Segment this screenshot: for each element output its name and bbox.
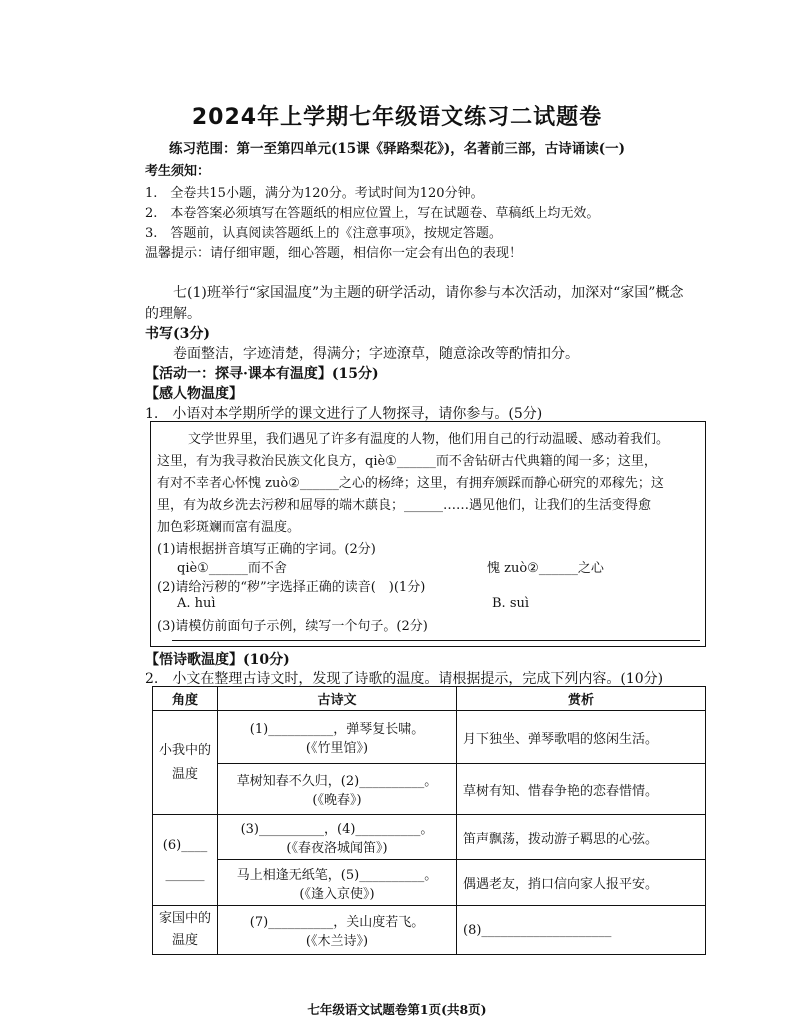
activity-heading: 【活动一：探寻·课本有温度】(15分) — [145, 366, 379, 382]
notice-heading: 考生须知： — [145, 164, 211, 179]
poem-table — [152, 686, 706, 955]
row-group-label: 小我中的温度 — [153, 711, 218, 815]
poem-line: (1)__________，弹琴复长啸。 — [249, 722, 425, 737]
option-a[interactable]: A. huì — [177, 596, 216, 611]
page-footer: 七年级语文试题卷第1页(共8页) — [307, 1002, 487, 1017]
passage-line: 加色彩斑斓而富有温度。 — [157, 520, 301, 535]
subquestion-2: (2)请给污秽的“秽”字选择正确的读音( )(1分) — [157, 580, 426, 595]
note-cell: 月下独坐、弹琴歌唱的悠闲生活。 — [457, 711, 706, 764]
poem-cell[interactable] — [218, 764, 457, 815]
table-header: 角度 — [153, 687, 218, 711]
poem-source: (《竹里馆》) — [305, 741, 369, 756]
blank-zuo[interactable]: 愧 zuò②______之心 — [487, 561, 604, 576]
poem-cell[interactable] — [218, 906, 457, 955]
group-blank-line[interactable]: ______ — [165, 867, 205, 882]
notice-item: 2. 本卷答案必须填写在答题纸的相应位置上，写在试题卷、草稿纸上均无效。 — [145, 206, 600, 221]
poem-line: 马上相逢无纸笔，(5)__________。 — [236, 867, 438, 883]
section-heading: 【感人物温度】 — [145, 386, 243, 402]
note-cell[interactable]: (8)____________________ — [457, 906, 706, 955]
table-header: 赏析 — [457, 687, 706, 711]
poem-line: (7)__________，关山度若飞。 — [249, 915, 425, 930]
question-2: 2. 小文在整理古诗文时，发现了诗歌的温度。请根据提示，完成下列内容。(10分) — [145, 671, 664, 687]
intro-line: 的理解。 — [145, 306, 201, 322]
subquestion-3: (3)请模仿前面句子示例，续写一个句子。(2分) — [157, 619, 428, 634]
passage-line: 里，有为故乡洗去污秽和屈辱的端木蕻良；______……遇见他们，让我们的生活变得愈 — [157, 498, 652, 513]
poem-line: 草树知春不久归，(2)__________。 — [236, 774, 438, 789]
poem-source: (《逢入京使》) — [299, 886, 375, 902]
writing-text: 卷面整洁，字迹清楚，得满分；字迹潦草，随意涂改等酌情扣分。 — [173, 346, 579, 362]
poem-source: (《木兰诗》) — [305, 934, 369, 949]
poem-line: (3)__________，(4)__________。 — [240, 822, 434, 837]
row-group-label[interactable] — [153, 815, 218, 906]
section-heading: 【悟诗歌温度】(10分) — [145, 652, 290, 668]
notice-tip: 温馨提示：请仔细审题，细心答题，相信你一定会有出色的表现！ — [145, 246, 523, 261]
passage-line: 这里，有为我寻救治民族文化良方，qiè①______而不舍钻研古代典籍的闻一多；这里， — [157, 454, 657, 469]
poem-cell[interactable] — [218, 815, 457, 860]
passage-line: 文学世界里，我们遇见了许多有温度的人物，他们用自己的行动温暖、感动着我们。 — [188, 432, 670, 447]
row-group-label: 家国中的温度 — [153, 906, 218, 955]
question-1: 1. 小语对本学期所学的课文进行了人物探寻，请你参与。(5分) — [145, 406, 543, 422]
note-cell: 笛声飘荡，拨动游子羁思的心弦。 — [457, 815, 706, 860]
exam-scope: 练习范围：第一至第四单元(15课《驿路梨花》)，名著前三部，古诗诵读(一) — [168, 141, 626, 157]
writing-heading: 书写(3分) — [145, 326, 210, 342]
option-b[interactable]: B. suì — [492, 596, 530, 611]
notice-item: 1. 全卷共15小题，满分为120分。考试时间为120分钟。 — [145, 186, 484, 201]
subquestion-1: (1)请根据拼音填写正确的字词。(2分) — [157, 542, 376, 557]
exam-title: 2024年上学期七年级语文练习二试题卷 — [191, 105, 603, 130]
poem-cell[interactable] — [218, 711, 457, 764]
poem-source: (《春夜洛城闻笛》) — [286, 841, 388, 856]
table-header: 古诗文 — [218, 687, 457, 711]
poem-cell[interactable] — [218, 860, 457, 906]
poem-source: (《晚春》) — [312, 793, 362, 808]
intro-line: 七(1)班举行“家国温度”为主题的研学活动，请你参与本次活动，加深对“家国”概念 — [173, 285, 684, 301]
note-cell: 草树有知、惜春争艳的恋春惜情。 — [457, 764, 706, 815]
notice-item: 3. 答题前，认真阅读答题纸上的《注意事项》，按规定答题。 — [145, 226, 502, 241]
group-blank-6[interactable]: (6)____ — [162, 838, 208, 853]
passage-line: 有对不幸者心怀愧 zuò②______之心的杨绛；这里，有拥弃颁踩而静心研究的邓稼先；这 — [157, 476, 664, 491]
blank-qie[interactable]: qiè①______而不舍 — [177, 561, 287, 576]
answer-line[interactable] — [172, 640, 700, 641]
note-cell: 偶遇老友，捎口信向家人报平安。 — [457, 860, 706, 906]
